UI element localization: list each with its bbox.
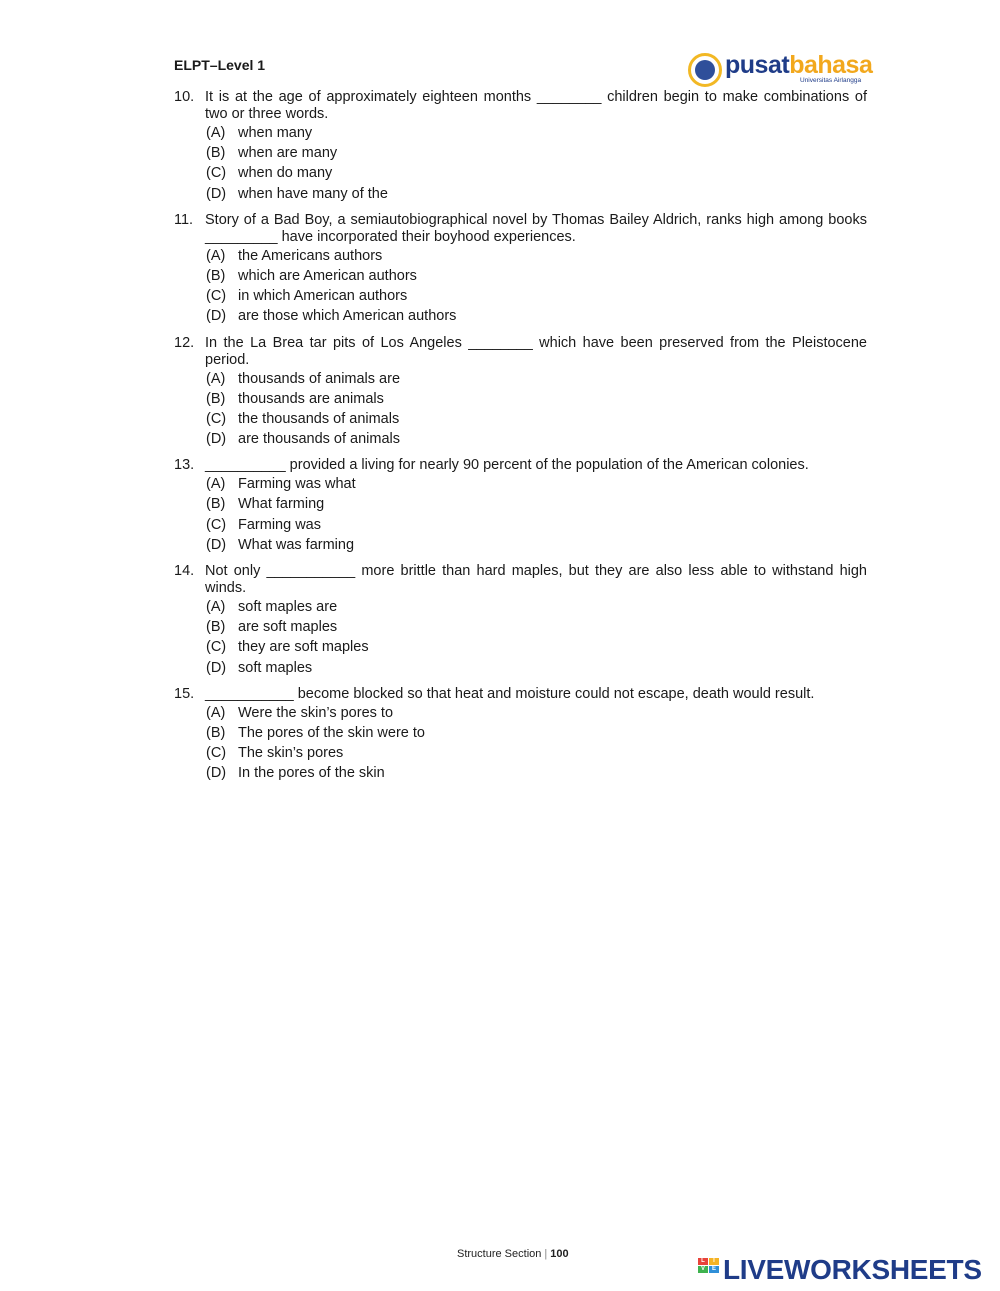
question-number: 10.	[174, 89, 195, 105]
question-number: 15.	[174, 685, 195, 702]
option-a[interactable]: (A) when many	[206, 125, 313, 141]
option-a[interactable]: (A) Farming was what	[206, 476, 356, 493]
question-text: __________ provided a living for nearly 90 percent of the population of the American colonies.	[205, 457, 809, 474]
option-a[interactable]: (A) soft maples are	[206, 599, 338, 615]
question-text: It is at the age of approximately eighteen months ________ children begin to make combinations of two or three words.	[205, 89, 867, 122]
footer-separator: |	[544, 1248, 548, 1260]
option-a[interactable]: (A) Were the skin’s pores to	[206, 704, 394, 721]
liveworksheets-wordmark: LIVEWORKSHEETS	[723, 1254, 982, 1285]
question-number: 11.	[174, 211, 194, 228]
option-a[interactable]: (A) the Americans authors	[206, 247, 383, 264]
option-b[interactable]: (B) What farming	[206, 496, 325, 513]
option-d[interactable]: (D) soft maples	[206, 659, 313, 676]
globe-emblem-icon	[688, 53, 722, 87]
option-c[interactable]: (C) the thousands of animals	[206, 410, 400, 427]
option-b[interactable]: (B) when are many	[206, 145, 338, 162]
option-b[interactable]: (B) The pores of the skin were to	[206, 724, 425, 741]
option-d[interactable]: (D) are those which American authors	[206, 308, 457, 325]
question-15	[174, 686, 867, 784]
option-d[interactable]: (D) when have many of the	[206, 185, 388, 202]
option-list	[174, 474, 867, 555]
option-b[interactable]: (B) thousands are animals	[206, 390, 384, 407]
question-text: In the La Brea tar pits of Los Angeles ________ which have been preserved from the Pleistocene period.	[205, 334, 867, 368]
question-text: ___________ become blocked so that heat and moisture could not escape, death would result.	[205, 685, 815, 702]
page-footer	[457, 1248, 569, 1260]
question-11	[174, 212, 867, 327]
option-d[interactable]: (D) are thousands of animals	[206, 431, 401, 448]
logo-subtitle: Universitas Airlangga	[800, 77, 862, 84]
question-12	[174, 335, 867, 450]
question-number: 13.	[174, 457, 195, 474]
option-c[interactable]: (C) in which American authors	[206, 288, 408, 305]
question-text: Not only ___________ more brittle than hard maples, but they are also less able to withstand high winds.	[205, 563, 867, 596]
option-list	[174, 369, 867, 450]
question-text: Story of a Bad Boy, a semiautobiographical novel by Thomas Bailey Aldrich, ranks high among books _________ have incorporated their boyhood experiences.	[205, 211, 867, 245]
question-list	[174, 89, 867, 792]
question-13	[174, 457, 867, 555]
question-number: 12.	[174, 334, 195, 351]
option-c[interactable]: (C) they are soft maples	[206, 639, 369, 656]
page-header-title: ELPT–Level 1	[174, 57, 266, 73]
option-b[interactable]: (B) are soft maples	[206, 619, 338, 636]
option-b[interactable]: (B) which are American authors	[206, 267, 417, 284]
option-a[interactable]: (A) thousands of animals are	[206, 370, 401, 387]
page-number: 100	[550, 1248, 569, 1260]
option-c[interactable]: (C) Farming was	[206, 516, 321, 533]
liveworksheets-logo-icon: L I V E	[698, 1258, 720, 1282]
option-list	[174, 597, 867, 678]
option-list	[174, 703, 867, 784]
question-number: 14.	[174, 563, 195, 579]
option-d[interactable]: (D) What was farming	[206, 536, 355, 553]
footer-section: Structure Section	[457, 1248, 542, 1260]
option-c[interactable]: (C) The skin’s pores	[206, 745, 344, 762]
option-list	[174, 123, 867, 204]
option-list	[174, 246, 867, 327]
question-10	[174, 89, 867, 204]
option-c[interactable]: (C) when do many	[206, 165, 333, 182]
logo-wordmark: pusatbahasa	[725, 51, 873, 79]
pusat-bahasa-logo	[688, 51, 873, 88]
question-14	[174, 563, 867, 678]
option-d[interactable]: (D) In the pores of the skin	[206, 765, 385, 782]
